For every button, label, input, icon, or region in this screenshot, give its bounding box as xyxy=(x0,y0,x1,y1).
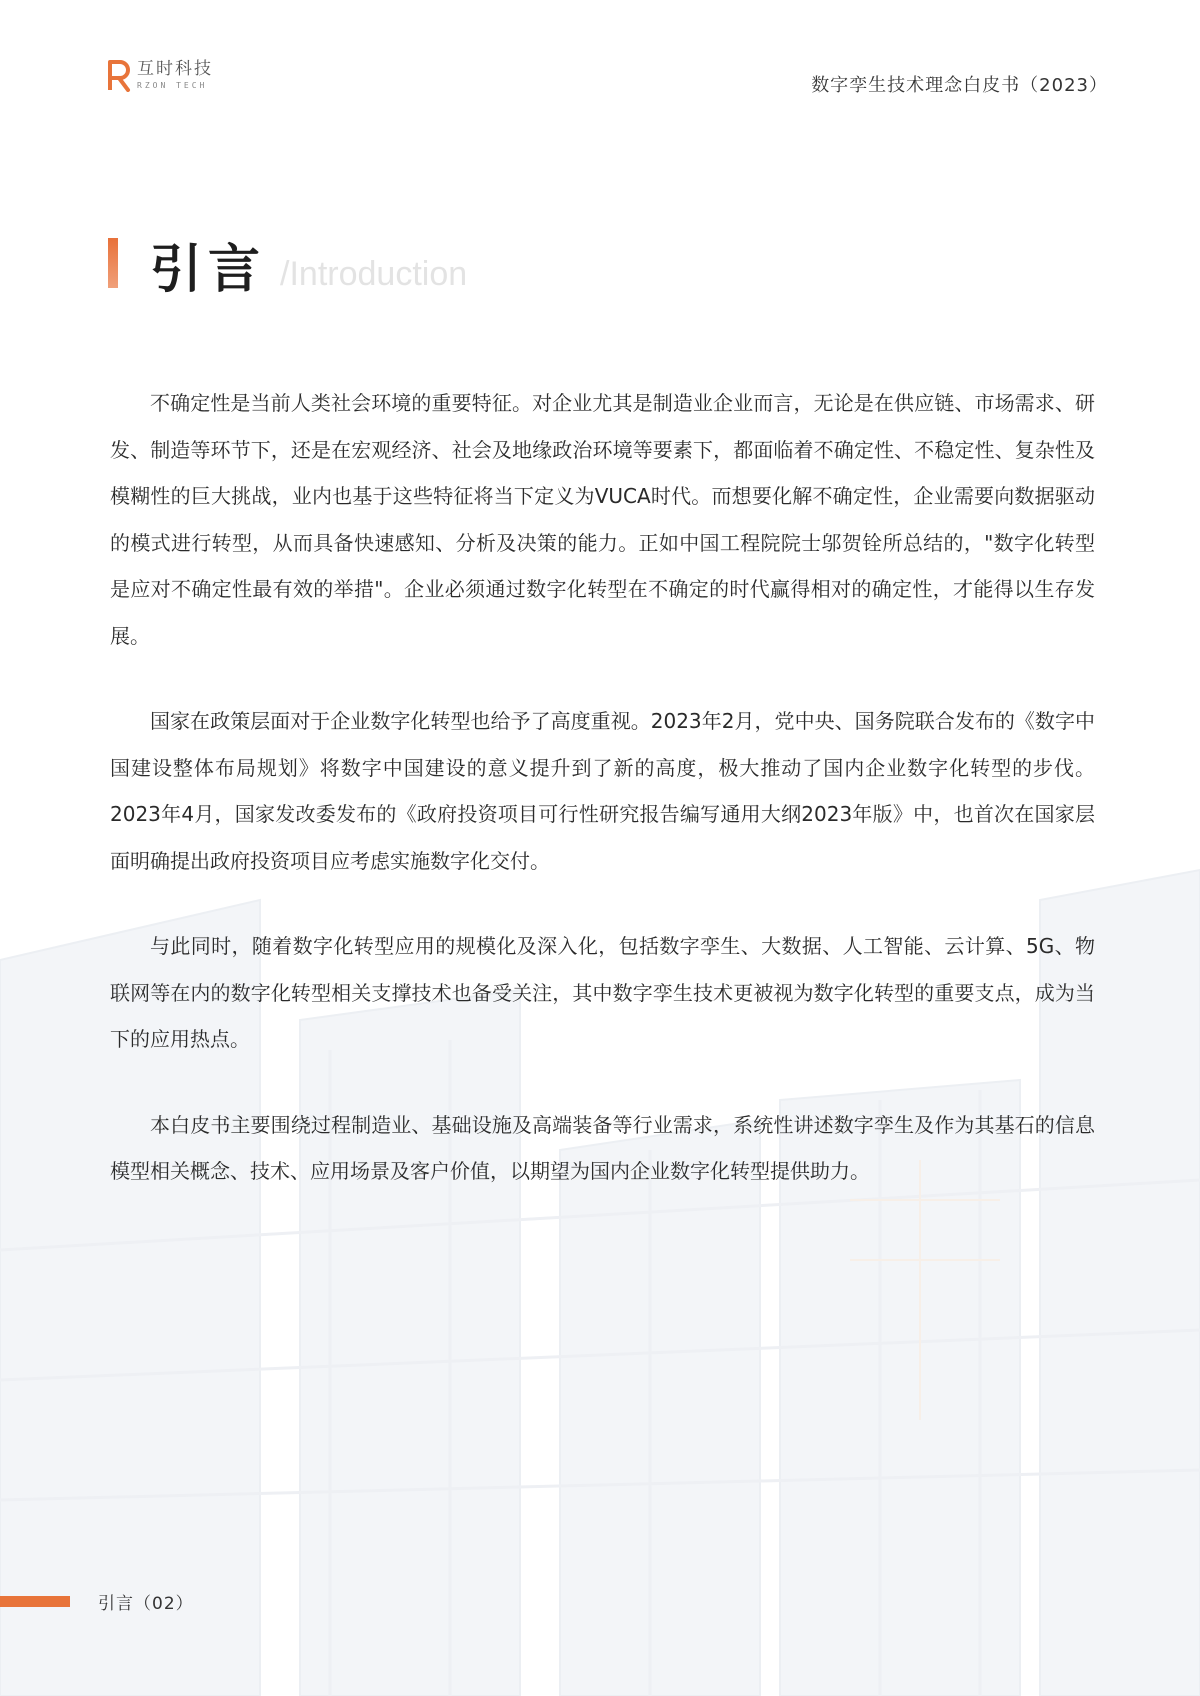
heading-accent-bar xyxy=(108,238,118,288)
page-footer xyxy=(0,1589,194,1614)
page-number-label: 引言（02） xyxy=(98,1594,194,1614)
paragraph-1: 不确定性是当前人类社会环境的重要特征。对企业尤其是制造业企业而言，无论是在供应链、市场需求、研发、制造等环节下，还是在宏观经济、社会及地缘政治环境等要素下，都面临着不确定性、不稳定性、复杂性及模糊性的巨大挑战，业内也基于这些特征将当下定义为VUCA时代。而想要化解不确定性，企业需要向数据驱动的模式进行转型，从而具备快速感知、分析及决策的能力。正如中国工程院院士邬贺铨所总结的，"数字化转型是应对不确定性最有效的举措"。企业必须通过数字化转型在不确定的时代赢得相对的确定性，才能得以生存发展。 xyxy=(110,391,1095,648)
company-logo xyxy=(107,58,213,92)
logo-english-name: RZON TECH xyxy=(137,80,208,90)
footer-accent-bar xyxy=(0,1596,70,1607)
document-title: 数字孪生技术理念白皮书（2023） xyxy=(811,75,1108,96)
paragraph-4: 本白皮书主要围绕过程制造业、基础设施及高端装备等行业需求，系统性讲述数字孪生及作为其基石的信息模型相关概念、技术、应用场景及客户价值，以期望为国内企业数字化转型提供助力。 xyxy=(110,1112,1095,1183)
section-title-english: /Introduction xyxy=(280,255,468,293)
logo-text xyxy=(137,58,213,90)
section-title-chinese: 引言 xyxy=(150,240,267,300)
section-heading xyxy=(108,238,468,300)
logo-chinese-name: 互时科技 xyxy=(137,58,213,79)
body-text xyxy=(110,380,1095,1234)
paragraph-2: 国家在政策层面对于企业数字化转型也给予了高度重视。2023年2月，党中央、国务院联合发布的《数字中国建设整体布局规划》将数字中国建设的意义提升到了新的高度，极大推动了国内企业数字化转型的步伐。2023年4月，国家发改委发布的《政府投资项目可行性研究报告编写通用大纲2023年版》中，也首次在国家层面明确提出政府投资项目应考虑实施数字化交付。 xyxy=(110,709,1095,873)
r-logo-mark-icon xyxy=(107,58,131,92)
paragraph-3: 与此同时，随着数字化转型应用的规模化及深入化，包括数字孪生、大数据、人工智能、云计算、5G、物联网等在内的数字化转型相关支撑技术也备受关注，其中数字孪生技术更被视为数字化转型的重要支点，成为当下的应用热点。 xyxy=(110,934,1095,1051)
